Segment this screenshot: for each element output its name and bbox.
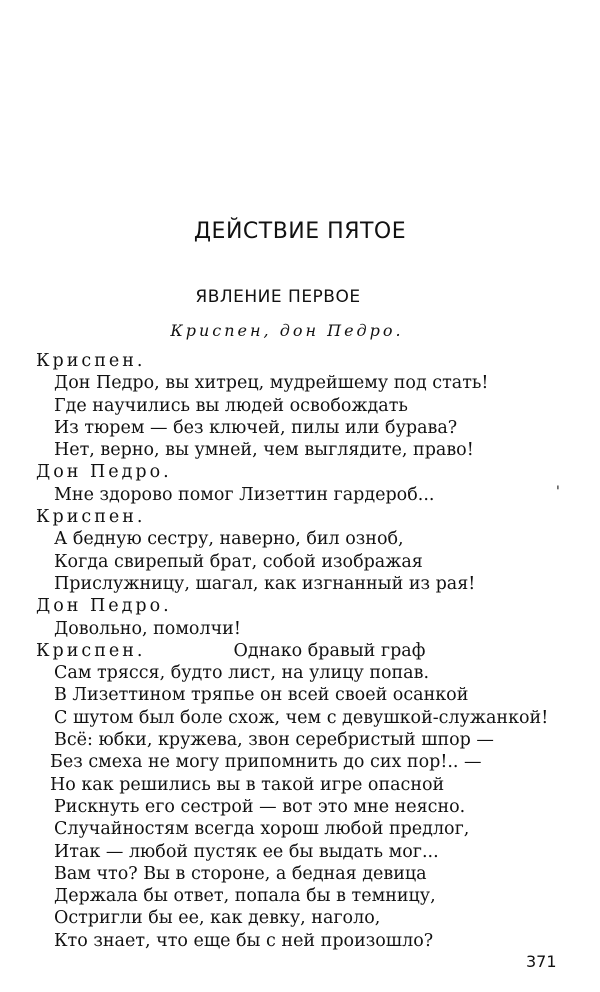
verse-line: Рискнуть его сестрой — вот это мне неясно.: [54, 796, 466, 817]
verse-line: Кто знает, что еще бы с ней произошло?: [54, 930, 434, 951]
verse-line: Из тюрем — без ключей, пилы или бурава?: [54, 417, 458, 438]
page-number: 371: [526, 952, 557, 971]
play-text: [0, 350, 600, 952]
verse-line: Нет, верно, вы умней, чем выглядите, право!: [54, 440, 474, 461]
verse-line: Где научились вы людей освобождать: [54, 395, 408, 416]
act-title: ДЕЙСТВИЕ ПЯТОЕ: [193, 219, 407, 244]
verse-line: Вам что? Вы в стороне, а бедная девица: [54, 863, 427, 884]
verse-line: Всё: юбки, кружева, звон серебристый шпор —: [54, 730, 494, 751]
verse-text: Однако бравый граф: [233, 640, 426, 661]
verse-line: Но как решились вы в такой игре опасной: [50, 774, 445, 795]
speaker-name: Криспен.: [36, 507, 146, 528]
speaker-name: Дон Педро.: [36, 596, 172, 617]
verse-line: Держала бы ответ, попала бы в темницу,: [54, 886, 436, 907]
verse-line: В Лизеттином тряпье он всей своей осанкой: [54, 685, 469, 706]
margin-mark: ': [556, 484, 560, 500]
cast-list: Криспен, дон Педро.: [170, 321, 404, 340]
verse-line: Мне здорово помог Лизеттин гардероб...: [54, 484, 435, 505]
verse-line: Итак — любой пустяк ее бы выдать мог...: [54, 841, 439, 862]
verse-line: Остригли бы ее, как девку, наголо,: [54, 908, 381, 929]
verse-line: А бедную сестру, наверно, бил озноб,: [54, 529, 404, 550]
verse-line: Без смеха не могу припомнить до сих пор!.. —: [50, 752, 482, 773]
speaker-name: Дон Педро.: [36, 462, 172, 483]
verse-line: Когда свирепый брат, собой изображая: [54, 551, 423, 572]
verse-line: Сам трясся, будто лист, на улицу попав.: [54, 663, 430, 684]
scene-title: ЯВЛЕНИЕ ПЕРВОЕ: [195, 287, 361, 307]
verse-line: Довольно, помолчи!: [54, 618, 241, 639]
speaker-name: Криспен.: [36, 640, 146, 661]
verse-line: С шутом был боле схож, чем с девушкой-служанкой!: [54, 707, 549, 728]
speaker-name: Криспен.: [36, 351, 146, 371]
verse-line: Случайностям всегда хорош любой предлог,: [54, 819, 470, 840]
speaker-line: [0, 640, 600, 662]
verse-line: Дон Педро, вы хитрец, мудрейшему под стать!: [54, 373, 489, 394]
verse-line: Прислужницу, шагал, как изгнанный из рая!: [54, 573, 476, 594]
